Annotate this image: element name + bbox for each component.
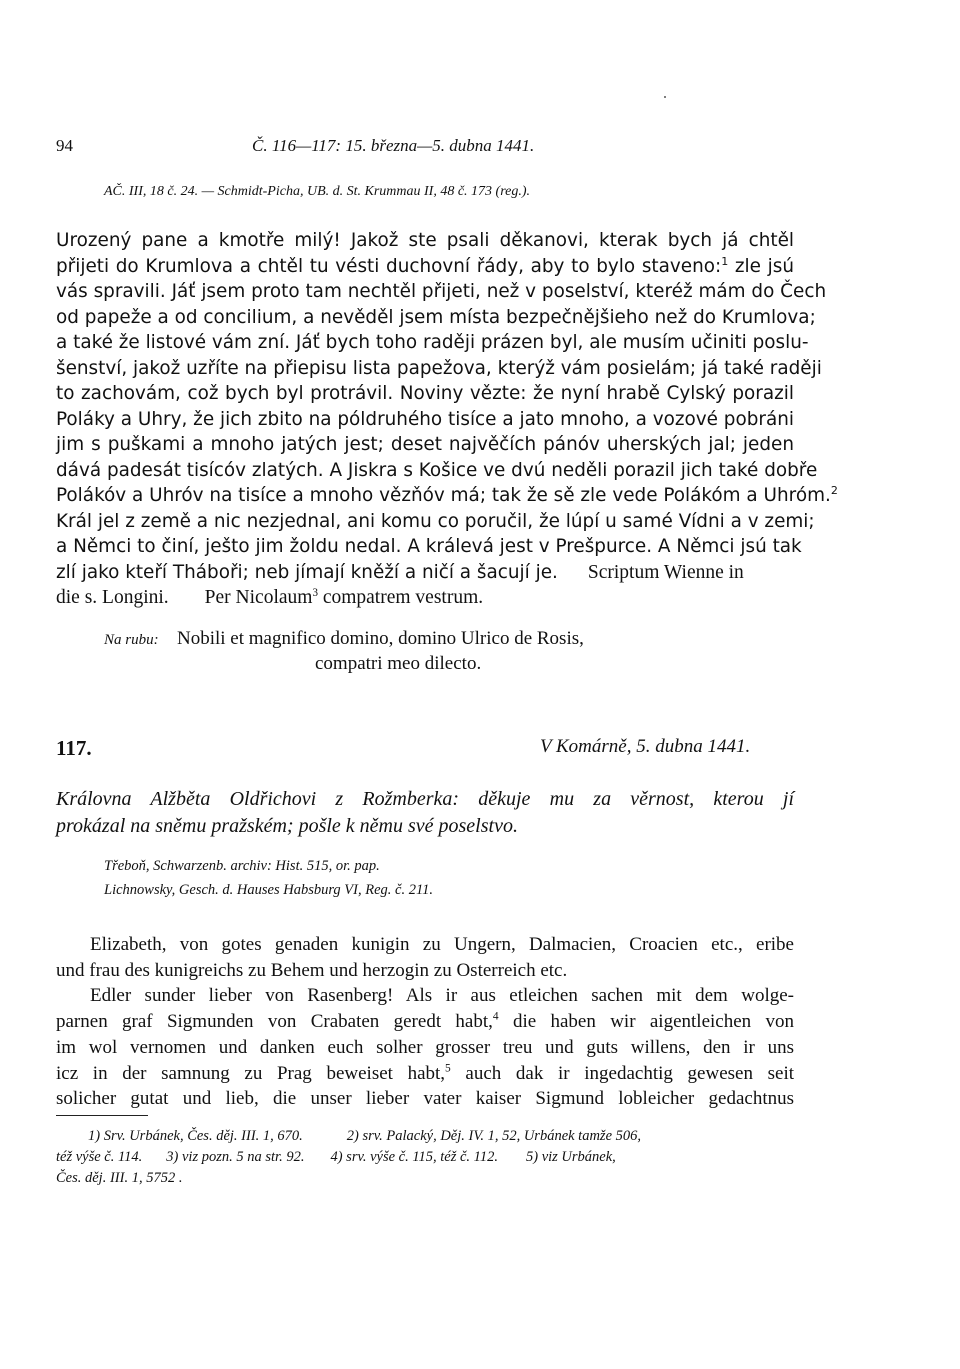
entry117-source: Lichnowsky, Gesch. d. Hauses Habsburg VI, Reg. č. 211. — [104, 882, 434, 898]
text-line — [56, 560, 794, 586]
text-line: Elizabeth, von gotes genaden kunigin zu Ungern, Dalmacien, Croacien etc., eribe — [90, 934, 794, 955]
text-line: Urozený pane a kmotře milý! Jakož ste psali děkanovi, kterak bych já chtěl — [56, 230, 794, 251]
footnote: 3) viz pozn. 5 na str. 92. — [166, 1149, 305, 1165]
text-line — [56, 1009, 794, 1035]
text-line: to zachovám, což bych byl protrávil. Noviny vězte: že nyní hrabě Cylský porazil — [56, 383, 794, 404]
verso-label: Na rubu: — [104, 632, 159, 648]
verso-address-line: Nobili et magnifico domino, domino Ulrico de Rosis, — [177, 628, 584, 649]
text-line: dává padesát tisícóv zlatých. A Jiskra s Košice ve dvú neděli porazil jich také dobře — [56, 459, 818, 481]
text-line: šenství, jakož uzříte na přiepisu lista papežova, kterýž vám posielám; já také raději — [56, 357, 822, 379]
text-line-part: přijeti do Krumlova a chtěl tu vésti duchovní řády, aby to bylo staveno: — [56, 255, 722, 277]
footnote-ref: 3 — [312, 586, 318, 599]
entry-place-date: V Komárně, 5. dubna 1441. — [540, 736, 751, 757]
text-line: Edler sunder lieber von Rasenberg! Als ir aus etleichen sachen mit dem wolge- — [90, 985, 794, 1007]
footnote: 4) srv. výše č. 115, též č. 112. — [330, 1149, 498, 1165]
text-line: od papeže a od concilium, a nevěděl jsem místa bezpečnějšieho než do Krumlova; — [56, 306, 816, 328]
footnote-rule — [56, 1115, 148, 1116]
footnote-ref: 2 — [830, 483, 838, 497]
text-line-part: zle jsú — [728, 255, 794, 277]
footnote: 2) srv. Palacký, Děj. IV. 1, 52, Urbánek tamže 506, — [346, 1128, 642, 1144]
text-line — [56, 585, 794, 611]
text-line: im wol vernomen und danken euch solher grosser treu und guts willens, den ir uns — [56, 1036, 794, 1058]
entry-number: 117. — [56, 736, 92, 760]
text-line-part: Polákóv a Uhróv na tisíce a mnoho vězňóv má; tak že sě zle vede Polákóm a Uhróm. — [56, 485, 831, 506]
text-line-part: icz in der samnung zu Prag beweiset habt, — [56, 1062, 446, 1084]
text-line: a Němci to činí, ješto jim žoldu nedal. A králevá jest v Prešpurce. A Němci jsú tak — [56, 536, 802, 557]
footnote-line — [56, 1126, 794, 1147]
footnote: 5) viz Urbánek, — [525, 1149, 616, 1165]
latin-text: compatrem vestrum. — [322, 587, 484, 608]
text-line-part: zlí jako kteří Tháboři; neb jímají kněží a ničí a šacují je. — [56, 561, 558, 583]
text-line — [56, 483, 838, 509]
text-line: solicher gutat und lieb, die unser lieber vater kaiser Sigmund lobleicher gedachtnus — [56, 1088, 794, 1110]
text-line-part: parnen graf Sigmunden von Crabaten geredt habt, — [56, 1011, 493, 1033]
entry117-source: Třeboň, Schwarzenb. archiv: Hist. 515, or. pap. — [104, 858, 380, 874]
verso-address-line: compatri meo dilecto. — [315, 653, 482, 674]
summary-line: prokázal na sněmu pražském; pošle k němu své poselstvo. — [56, 815, 518, 837]
text-line: vás spravili. Jáť jsem proto tam nechtěl přijeti, než v poselství, kteréž mám do Čech — [56, 281, 827, 302]
summary-line: Královna Alžběta Oldřichovi z Rožmberka: děkuje mu za věrnost, kterou jí — [56, 788, 794, 810]
page-number: 94 — [56, 136, 73, 155]
text-line — [56, 254, 794, 280]
latin-text: die s. Longini. — [56, 587, 169, 608]
entry117-text — [56, 932, 794, 1112]
latin-text: Scriptum Wienne in — [587, 561, 744, 583]
speck-mark — [664, 96, 666, 98]
text-line — [56, 1061, 794, 1087]
footnote: též výše č. 114. — [56, 1149, 143, 1165]
text-line: Poláky a Uhry, že jich zbito na póldruhého tisíce a jato mnoho, a vozové pobráni — [56, 408, 794, 430]
footnote-ref: 4 — [492, 1010, 499, 1023]
text-line-part: auch dak ir ingedachtig gewesen seit — [450, 1062, 794, 1084]
footnote: 1) Srv. Urbánek, Čes. děj. III. 1, 670. — [88, 1128, 303, 1144]
entry116-source: AČ. III, 18 č. 24. — Schmidt-Picha, UB. d. St. Krummau II, 48 č. 173 (reg.). — [104, 184, 531, 199]
text-line: und frau des kunigreichs zu Behem und herzogin zu Osterreich etc. — [56, 959, 568, 981]
entry116-text — [56, 228, 838, 611]
footnote-ref: 1 — [721, 254, 729, 268]
text-line: Král jel z země a nic nezjednal, ani komu co poručil, že lúpí u samé Vídni a v zemi; — [56, 510, 815, 532]
text-line-part: die haben wir aigentleichen von — [498, 1011, 795, 1033]
text-line: jim s puškami a mnoho jatých jest; deset najvěčích pánóv uherských jal; jeden — [56, 434, 794, 455]
footnotes — [56, 1126, 794, 1189]
footnote-ref: 5 — [445, 1062, 451, 1075]
latin-text: Per Nicolaum — [204, 587, 313, 608]
text-line: a také že listové vám zní. Jáť bych toho raději prázen byl, ale musím učiniti poslu- — [56, 332, 809, 353]
running-title: Č. 116—117: 15. března—5. dubna 1441. — [252, 136, 535, 155]
footnote-line: Čes. děj. III. 1, 5752 . — [56, 1170, 183, 1186]
footnote-line — [56, 1147, 794, 1168]
entry117-summary — [56, 786, 794, 840]
